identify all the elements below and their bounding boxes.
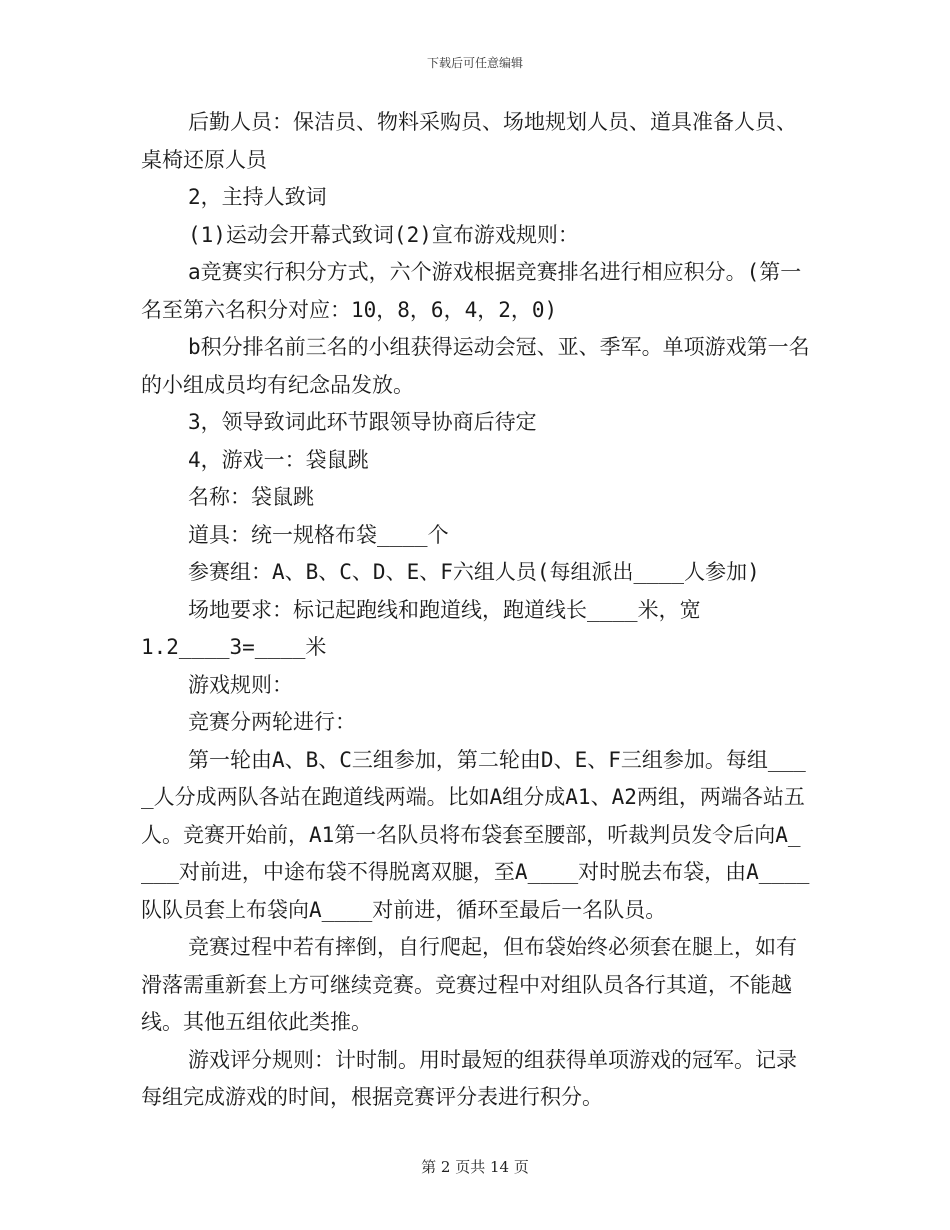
paragraph-props: 道具：统一规格布袋____个 xyxy=(188,522,449,547)
paragraph-participating-groups: 参赛组：A、B、C、D、E、F六组人员(每组派出____人参加) xyxy=(188,560,760,584)
paragraph-round-procedure: 第一轮由A、B、C三组参加，第二轮由D、E、F三组参加。每组____人分成两队各站在跑道线两端。比如A组分成A1、A2两组，两端各站五人。竞赛开始前，A1第一名队员将布袋套至腰部，听裁判员发令后向A____对前进，中途布袋不得脱离双腿，至A____对时脱去布袋，由A____队队员套上布袋向A____对前进，循环至最后一名队员。 xyxy=(141,747,810,922)
paragraph-two-rounds: 竞赛分两轮进行： xyxy=(188,710,356,734)
paragraph-scoring-rules: 游戏评分规则：计时制。用时最短的组获得单项游戏的冠军。记录每组完成游戏的时间，根据竞赛评分表进行积分。 xyxy=(141,1047,797,1109)
paragraph-venue-dimensions: 1.2____3=____米 xyxy=(141,635,327,659)
page-header: 下载后可任意编辑 xyxy=(426,56,523,70)
paragraph-leader-speech: 3，领导致词此环节跟领导协商后待定 xyxy=(188,410,537,434)
paragraph-game-name: 名称：袋鼠跳 xyxy=(188,485,314,509)
page-number: 第 2 页共 14 页 xyxy=(421,1158,529,1176)
paragraph-game-one-heading: 4，游戏一：袋鼠跳 xyxy=(188,447,369,472)
paragraph-venue-requirements: 场地要求：标记起跑线和跑道线，跑道线长____米，宽 xyxy=(188,597,701,622)
paragraph-game-rules-heading: 游戏规则： xyxy=(188,672,293,697)
paragraph-rule-a-scoring: a竞赛实行积分方式，六个游戏根据竞赛排名进行相应积分。(第一名至第六名积分对应：10，8，6，4，2，0) xyxy=(141,260,802,322)
document-body xyxy=(141,104,811,1117)
paragraph-rule-b-awards: b积分排名前三名的小组获得运动会冠、亚、季军。单项游戏第一名的小组成员均有纪念品发放。 xyxy=(141,335,810,397)
paragraph-falling-rules: 竞赛过程中若有摔倒，自行爬起，但布袋始终必须套在腿上，如有滑落需重新套上方可继续竞赛。竞赛过程中对组队员各行其道，不能越线。其他五组依此类推。 xyxy=(141,935,797,1034)
paragraph-opening-and-rules: (1)运动会开幕式致词(2)宣布游戏规则： xyxy=(188,222,579,247)
paragraph-host-speech-heading: 2，主持人致词 xyxy=(188,185,327,209)
paragraph-logistics-staff: 后勤人员：保洁员、物料采购员、场地规划人员、道具准备人员、桌椅还原人员 xyxy=(141,110,797,172)
